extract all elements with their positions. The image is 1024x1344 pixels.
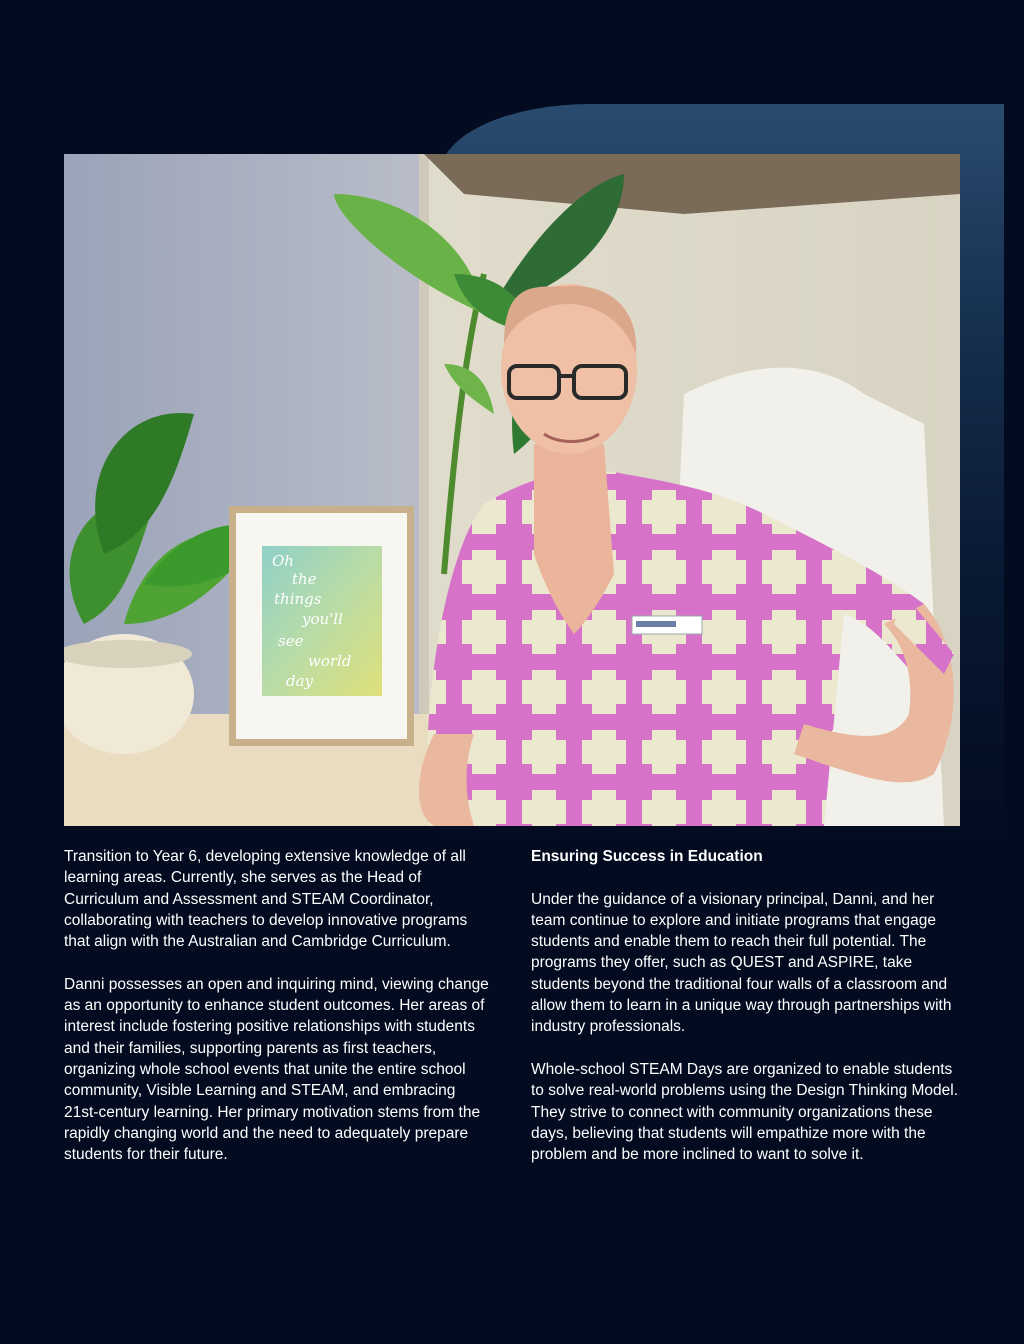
svg-text:things: things (274, 590, 322, 608)
svg-text:you'll: you'll (302, 610, 343, 628)
right-paragraph-1: Under the guidance of a visionary principal, Danni, and her team continue to explore and initiate programs that engage students and enable them to reach their full potential. The programs they offer, such as QUEST and ASPIRE, take students beyond the traditional four walls of a classroom and allow them to learn in a unique way through partnerships with industry professionals. (531, 890, 952, 1036)
right-text-column (531, 846, 961, 1165)
svg-text:world: world (308, 652, 352, 670)
svg-text:see: see (278, 632, 304, 650)
svg-text:Oh: Oh (272, 552, 294, 570)
right-paragraph-2: Whole-school STEAM Days are organized to enable students to solve real-world problems using the Design Thinking Model. They strive to connect with community organizations these days, believing that students will empathize more with the problem and be more inclined to want to solve it. (531, 1060, 959, 1164)
left-text-column (64, 846, 494, 1165)
section-heading: Ensuring Success in Education (531, 848, 763, 865)
svg-text:the: the (292, 570, 317, 588)
portrait-photo (64, 154, 960, 826)
svg-text:day: day (286, 672, 314, 690)
left-paragraph-2: Danni possesses an open and inquiring mind, viewing change as an opportunity to enhance student outcomes. Her areas of interest include fostering positive relationships with students and their families, supporting parents as first teachers, organizing whole school events that unite the entire school community, Visible Learning and STEAM, and embracing 21st-century learning. Her primary motivation stems from the rapidly changing world and the need to adequately prepare students for their future. (64, 975, 489, 1164)
left-paragraph-1: Transition to Year 6, developing extensive knowledge of all learning areas. Currently, she serves as the Head of Curriculum and Assessment and STEAM Coordinator, collaborating with teachers to develop innovative programs that align with the Australian and Cambridge Curriculum. (64, 848, 468, 951)
